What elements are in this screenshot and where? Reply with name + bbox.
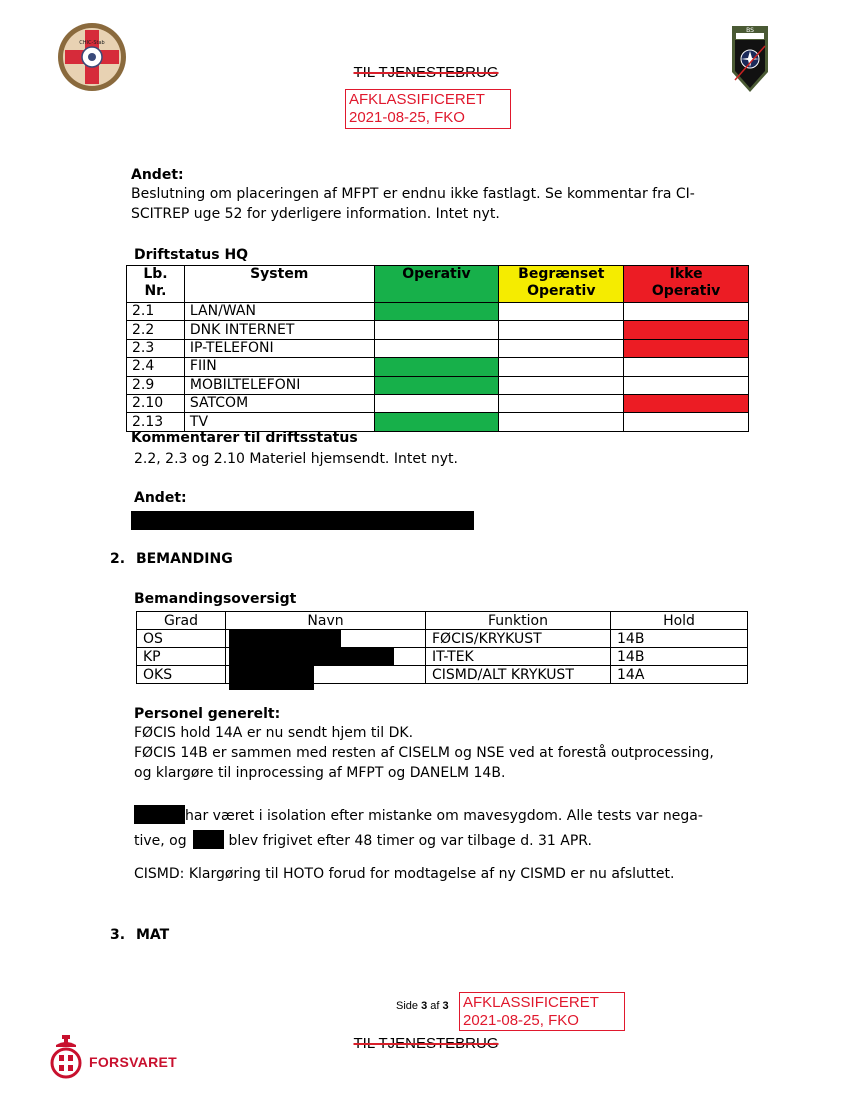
page-number [396,1000,449,1012]
begraenset-cell [499,413,624,431]
bemanding-heading: Bemandingsoversigt [134,591,297,607]
isolation-text-b: tive, og [134,833,187,849]
system-cell: TV [184,413,374,431]
personel-heading: Personel generelt: [134,706,281,722]
system-cell: SATCOM [184,394,374,412]
kommentarer-text: 2.2, 2.3 og 2.10 Materiel hjemsendt. Intet nyt. [134,451,458,467]
system-cell: MOBILTELEFONI [184,376,374,394]
ikke-operativ-cell [624,394,749,412]
declassified-stamp-top [345,89,511,129]
funktion-cell: FØCIS/KRYKUST [426,630,611,648]
table-row [127,321,749,339]
system-cell: IP-TELEFONI [184,339,374,357]
begraenset-cell [499,339,624,357]
page-prefix: Side [396,1000,419,1012]
col-operativ: Operativ [374,266,499,303]
declassified-stamp-bottom [459,992,625,1031]
isolation-line2 [134,830,754,851]
page-current: 3 [421,1000,428,1012]
stamp-line2: 2021-08-25, FKO [463,1012,579,1029]
system-cell: DNK INTERNET [184,321,374,339]
forsvaret-wordmark: FORSVARET [89,1054,177,1070]
page-total: 3 [442,1000,449,1012]
lb-nr-cell: 2.3 [127,339,185,357]
isolation-line1 [134,805,754,826]
section2-number: 2. [110,551,126,567]
grad-cell: OS [137,630,226,648]
ikke-operativ-cell [624,376,749,394]
bemanding-table [136,611,748,684]
andet-paragraph-1 [131,185,751,224]
redaction-block [134,805,185,824]
section2-title: BEMANDING [135,551,233,567]
isolation-text-c: blev frigivet efter 48 timer og var tilbage d. 31 APR. [228,833,592,849]
hold-cell: 14B [611,648,748,666]
table-row [127,394,749,412]
table-row [137,648,748,666]
andet-heading-2: Andet: [134,490,187,506]
table-row [127,376,749,394]
classification-footer: TIL TJENESTEBRUG [353,1035,499,1052]
svg-text:BS: BS [746,27,754,34]
navn-cell [226,666,426,684]
table-row [137,666,748,684]
col-lb-nr: Lb. Nr. [127,266,185,303]
ikke-operativ-cell [624,358,749,376]
operativ-cell [374,376,499,394]
operativ-cell [374,394,499,412]
redaction-block [193,830,224,849]
operativ-cell [374,358,499,376]
lb-nr-cell: 2.1 [127,303,185,321]
bemanding-header-row [137,612,748,630]
kommentarer-heading: Kommentarer til driftsstatus [131,430,358,446]
stamp-line2: 2021-08-25, FKO [349,109,465,126]
hold-cell: 14A [611,666,748,684]
driftstatus-table [126,265,749,432]
section3-title: MAT [135,927,170,943]
ikke-operativ-cell [624,339,749,357]
navn-cell [226,648,426,666]
table-row [127,358,749,376]
begraenset-cell [499,303,624,321]
lb-nr-cell: 2.9 [127,376,185,394]
lb-nr-cell: 2.4 [127,358,185,376]
col-begraenset-operativ: Begrænset Operativ [499,266,624,303]
hold-cell: 14B [611,630,748,648]
funktion-cell: IT-TEK [426,648,611,666]
driftstatus-heading: Driftstatus HQ [134,247,249,263]
lb-nr-cell: 2.10 [127,394,185,412]
redaction-block [229,666,314,690]
ikke-operativ-cell [624,303,749,321]
isolation-text-a: har været i isolation efter mistanke om mavesygdom. Alle tests var nega- [185,808,703,824]
col-ikke-operativ: Ikke Operativ [624,266,749,303]
system-cell: FIIN [184,358,374,376]
grad-cell: OKS [137,666,226,684]
personel-line3: og klargøre til inprocessing af MFPT og DANELM 14B. [134,765,506,781]
system-cell: LAN/WAN [184,303,374,321]
stamp-line1: AFKLASSIFICERET [463,994,599,1011]
table-row [127,413,749,431]
cismd-text: CISMD: Klargøring til HOTO forud for modtagelse af ny CISMD er nu afsluttet. [134,866,675,882]
operativ-cell [374,321,499,339]
stamp-line1: AFKLASSIFICERET [349,91,485,108]
col-navn: Navn [226,612,426,630]
redaction-block [229,630,341,648]
table-row [127,303,749,321]
lb-nr-cell: 2.2 [127,321,185,339]
section2-heading [110,551,233,567]
forsvaret-logo [46,1033,176,1079]
table-row [127,339,749,357]
unit-logo-left [57,22,127,92]
unit-badge-right [730,22,770,94]
isolation-paragraph [134,805,754,851]
ikke-operativ-cell [624,321,749,339]
forsvaret-emblem-icon [46,1033,86,1079]
navn-cell [226,630,426,648]
begraenset-cell [499,376,624,394]
begraenset-cell [499,358,624,376]
table-row [137,630,748,648]
section3-number: 3. [110,927,126,943]
col-hold: Hold [611,612,748,630]
driftstatus-header-row [127,266,749,303]
andet-line2: SCITREP uge 52 for yderligere information. Intet nyt. [131,206,500,222]
redaction-block [229,648,394,666]
svg-text:CHIC-Stab: CHIC-Stab [79,40,105,46]
operativ-cell [374,339,499,357]
section3-heading [110,927,169,943]
andet-heading-1: Andet: [131,167,184,183]
col-funktion: Funktion [426,612,611,630]
redaction-block [131,511,474,530]
lb-nr-cell: 2.13 [127,413,185,431]
begraenset-cell [499,394,624,412]
classification-header: TIL TJENESTEBRUG [353,64,499,81]
personel-line1: FØCIS hold 14A er nu sendt hjem til DK. [134,725,414,741]
personel-line2: FØCIS 14B er sammen med resten af CISELM og NSE ved at forestå outprocessing, [134,745,714,761]
grad-cell: KP [137,648,226,666]
col-grad: Grad [137,612,226,630]
funktion-cell: CISMD/ALT KRYKUST [426,666,611,684]
begraenset-cell [499,321,624,339]
col-system: System [184,266,374,303]
operativ-cell [374,413,499,431]
personel-paragraph [134,724,754,783]
page-of: af [430,1000,440,1012]
operativ-cell [374,303,499,321]
ikke-operativ-cell [624,413,749,431]
andet-line1: Beslutning om placeringen af MFPT er endnu ikke fastlagt. Se kommentar fra CI- [131,186,695,202]
